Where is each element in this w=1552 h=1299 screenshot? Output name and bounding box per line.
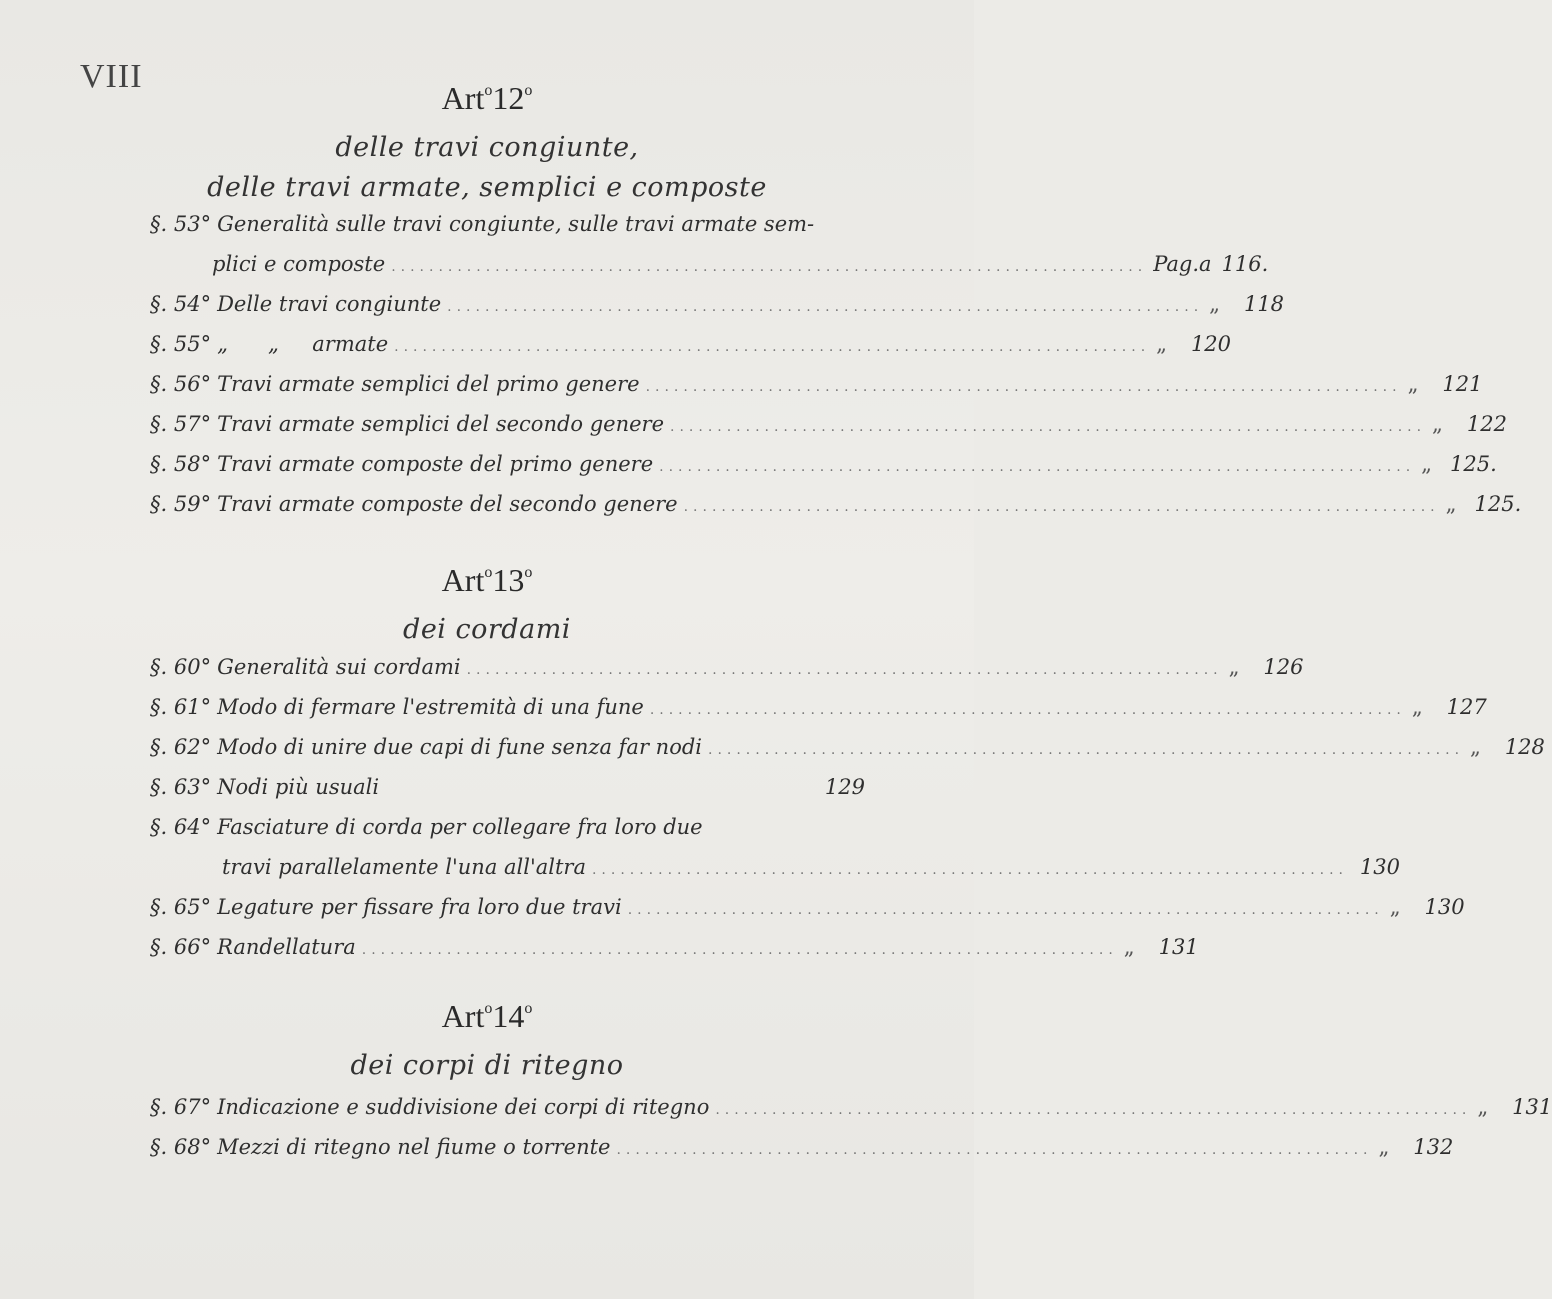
section-title: Randellatura bbox=[217, 935, 356, 959]
article-suffix: o bbox=[484, 1000, 493, 1017]
article-label: Art bbox=[441, 998, 485, 1034]
ditto-mark: „ bbox=[1421, 452, 1433, 476]
toc-entry-55 bbox=[150, 332, 1232, 364]
leader-dots: ................................................................................ bbox=[616, 1142, 1373, 1158]
section-number: §. 56° bbox=[150, 372, 212, 396]
section-number: §. 55° bbox=[150, 332, 212, 356]
ditto-mark: „ bbox=[1432, 412, 1443, 436]
section-number: §. 64° bbox=[150, 815, 212, 839]
section-title: Fasciature di corda per collegare fra loro due bbox=[217, 815, 703, 839]
toc-entry-53 bbox=[150, 212, 865, 244]
leader-dots: ................................................................................ bbox=[627, 902, 1384, 918]
page-reference: 130 bbox=[1359, 855, 1400, 879]
page-reference: 118 bbox=[1243, 292, 1285, 316]
ditto-mark: „ bbox=[1411, 695, 1423, 719]
toc-entry-68 bbox=[150, 1135, 1454, 1167]
leader-dots: ................................................................................ bbox=[645, 379, 1402, 395]
toc-entry-58 bbox=[150, 452, 1497, 484]
section-number: §. 59° bbox=[150, 492, 212, 516]
toc-entry-53-cont bbox=[212, 252, 1269, 284]
ditto-mark: „ bbox=[1123, 935, 1135, 959]
section-title: „ „ armate bbox=[217, 332, 389, 356]
article-14-subtitle: dei corpi di ritegno bbox=[350, 1050, 624, 1081]
toc-entry-66 bbox=[150, 935, 1199, 967]
page-reference: 128 bbox=[1504, 735, 1545, 759]
section-number: §. 60° bbox=[150, 655, 212, 679]
section-title-continued: travi parallelamente l'una all'altra bbox=[222, 855, 586, 879]
article-suffix: o bbox=[484, 82, 493, 99]
ditto-mark: „ bbox=[1407, 372, 1419, 396]
section-title: Travi armate semplici del primo genere bbox=[217, 372, 640, 396]
section-number: §. 63° bbox=[150, 775, 212, 799]
section-title: Indicazione e suddivisione dei corpi di ritegno bbox=[217, 1095, 710, 1119]
page-reference: 122 bbox=[1466, 412, 1507, 436]
page-reference: 116. bbox=[1221, 252, 1269, 276]
toc-entry-54 bbox=[150, 292, 1285, 324]
ditto-mark: „ bbox=[1477, 1095, 1489, 1119]
ditto-mark: „ bbox=[1228, 655, 1240, 679]
article-label: Art bbox=[441, 562, 485, 598]
page-reference: 131 bbox=[1158, 935, 1199, 959]
toc-entry-63 bbox=[150, 775, 865, 807]
page-number: VIII bbox=[80, 58, 143, 95]
article-suffix: o bbox=[524, 1000, 533, 1017]
toc-entry-67 bbox=[150, 1095, 1552, 1127]
leader-dots: ................................................................................ bbox=[391, 259, 1148, 275]
article-13-heading bbox=[0, 562, 974, 599]
leader-dots: ................................................................................ bbox=[683, 499, 1440, 515]
page-reference: 130 bbox=[1424, 895, 1465, 919]
page-reference: 121 bbox=[1442, 372, 1483, 396]
toc-entry-56 bbox=[150, 372, 1483, 404]
leader-dots: ................................................................................ bbox=[708, 742, 1465, 758]
page-reference: 132 bbox=[1413, 1135, 1454, 1159]
article-14-heading bbox=[0, 998, 974, 1035]
toc-entry-60 bbox=[150, 655, 1304, 687]
section-title-continued: plici e composte bbox=[212, 252, 386, 276]
section-number: §. 58° bbox=[150, 452, 212, 476]
leader-dots: ................................................................................ bbox=[715, 1102, 1472, 1118]
leader-dots: ................................................................................ bbox=[649, 702, 1406, 718]
article-number: 12 bbox=[492, 80, 525, 116]
page-reference: 120 bbox=[1190, 332, 1232, 356]
section-title: Travi armate composte del primo genere bbox=[217, 452, 654, 476]
section-number: §. 57° bbox=[150, 412, 212, 436]
toc-entry-62 bbox=[150, 735, 1545, 767]
section-number: §. 62° bbox=[150, 735, 212, 759]
ditto-mark: „ bbox=[1445, 492, 1457, 516]
section-number: §. 66° bbox=[150, 935, 212, 959]
section-number: §. 68° bbox=[150, 1135, 212, 1159]
section-number: §. 61° bbox=[150, 695, 212, 719]
section-number: §. 65° bbox=[150, 895, 212, 919]
section-title: Nodi più usuali bbox=[217, 775, 380, 799]
section-number: §. 53° bbox=[150, 212, 212, 236]
section-number: §. 67° bbox=[150, 1095, 212, 1119]
leader-dots: ................................................................................ bbox=[670, 419, 1427, 435]
leader-dots: ................................................................................ bbox=[591, 862, 1348, 878]
article-number: 13 bbox=[492, 562, 525, 598]
page-reference: 125. bbox=[1474, 492, 1522, 516]
article-number: 14 bbox=[492, 998, 525, 1034]
article-suffix: o bbox=[484, 564, 493, 581]
section-number: §. 54° bbox=[150, 292, 212, 316]
page-reference: 125. bbox=[1450, 452, 1497, 476]
section-title: Modo di fermare l'estremità di una fune bbox=[217, 695, 644, 719]
ditto-mark: „ bbox=[1378, 1135, 1390, 1159]
article-label: Art bbox=[441, 80, 485, 116]
section-title: Modo di unire due capi di fune senza far nodi bbox=[217, 735, 702, 759]
article-13-subtitle: dei cordami bbox=[403, 614, 571, 645]
section-title: Generalità sulle travi congiunte, sulle travi armate sem- bbox=[217, 212, 815, 236]
toc-entry-61 bbox=[150, 695, 1487, 727]
page-reference: 127 bbox=[1446, 695, 1487, 719]
ditto-mark: „ bbox=[1156, 332, 1168, 356]
section-title: Travi armate composte del secondo genere bbox=[217, 492, 678, 516]
ditto-mark: „ bbox=[1470, 735, 1481, 759]
page-reference: 126 bbox=[1263, 655, 1304, 679]
leader-dots: ................................................................................ bbox=[466, 662, 1223, 678]
article-suffix: o bbox=[524, 564, 533, 581]
leader-dots: ................................................................................ bbox=[361, 942, 1118, 958]
page-label: Pag.a bbox=[1153, 252, 1212, 276]
ditto-mark: „ bbox=[1209, 292, 1221, 316]
toc-entry-65 bbox=[150, 895, 1465, 927]
section-title: Delle travi congiunte bbox=[217, 292, 442, 316]
toc-entry-64-cont bbox=[222, 855, 1400, 887]
leader-dots: ................................................................................ bbox=[394, 339, 1151, 355]
toc-entry-57 bbox=[150, 412, 1507, 444]
toc-entry-64 bbox=[150, 815, 865, 847]
toc-entry-59 bbox=[150, 492, 1522, 524]
article-12-subtitle-1: delle travi congiunte, bbox=[335, 132, 639, 163]
page-reference: 131 bbox=[1512, 1095, 1552, 1119]
ditto-mark: „ bbox=[1389, 895, 1401, 919]
article-12-subtitle-2: delle travi armate, semplici e composte bbox=[207, 172, 767, 203]
leader-dots: ................................................................................ bbox=[659, 459, 1416, 475]
section-title: Travi armate semplici del secondo genere bbox=[217, 412, 665, 436]
page-reference: 129 bbox=[824, 775, 865, 799]
section-title: Mezzi di ritegno nel fiume o torrente bbox=[217, 1135, 611, 1159]
section-title: Legature per fissare fra loro due travi bbox=[217, 895, 622, 919]
article-suffix: o bbox=[524, 82, 533, 99]
article-12-heading bbox=[0, 80, 974, 117]
section-title: Generalità sui cordami bbox=[217, 655, 461, 679]
leader-dots: ................................................................................ bbox=[447, 299, 1204, 315]
